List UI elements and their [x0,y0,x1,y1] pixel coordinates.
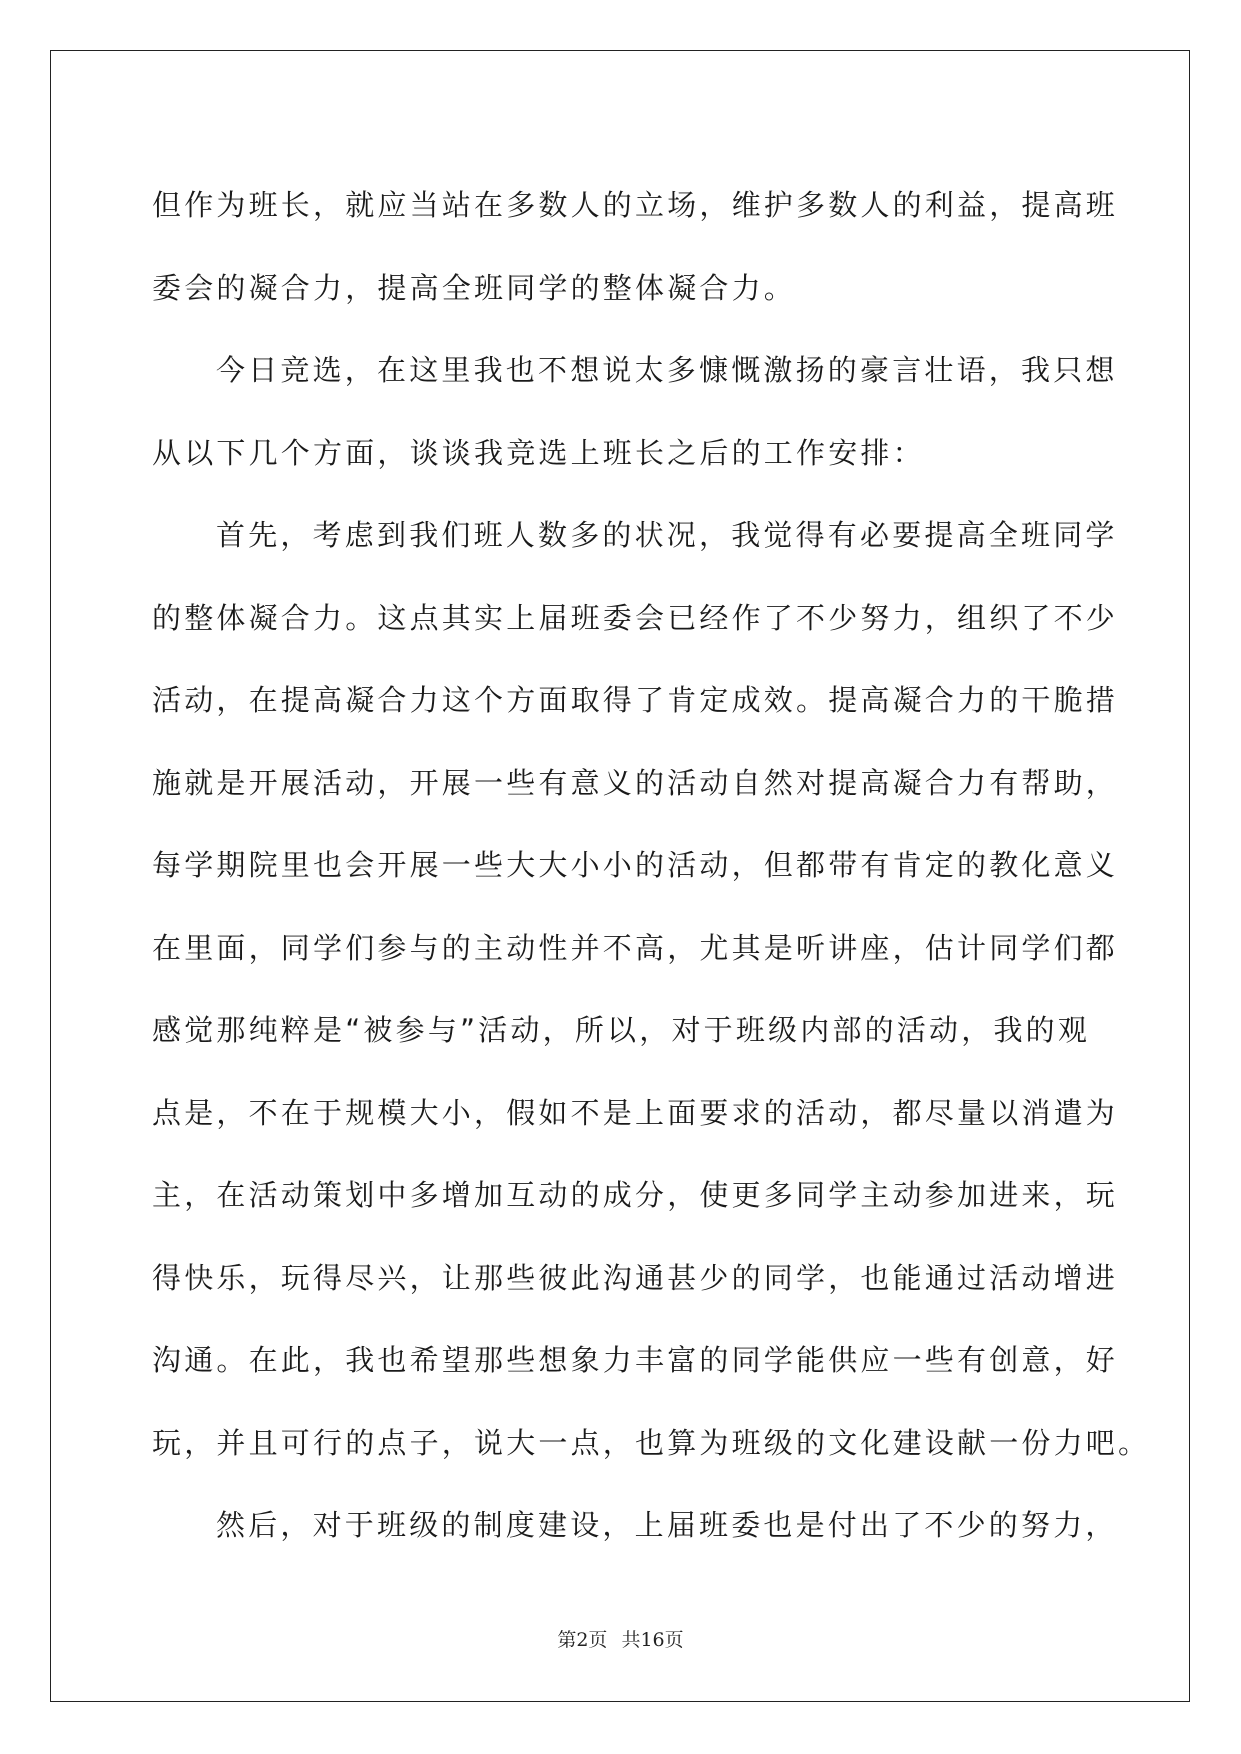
text-line-14: 得快乐，玩得尽兴，让那些彼此沟通甚少的同学，也能通过活动增进 [152,1260,1119,1295]
text-line-1: 但作为班长，就应当站在多数人的立场，维护多数人的利益，提高班 [152,188,1119,222]
text-line-2: 委会的凝合力，提高全班同学的整体凝合力。 [152,270,797,305]
page-number: 第2页 [557,1629,608,1651]
text-line-8: 施就是开展活动，开展一些有意义的活动自然对提高凝合力有帮助， [152,765,1119,800]
text-line-3: 今日竞选，在这里我也不想说太多慷慨激扬的豪言壮语，我只想 [216,353,1118,387]
page-footer [0,1625,1241,1652]
text-line-10: 在里面，同学们参与的主动性并不高，尤其是听讲座，估计同学们都 [152,930,1119,965]
text-line-7: 活动，在提高凝合力这个方面取得了肯定成效。提高凝合力的干脆措 [152,683,1119,717]
text-line-17: 然后，对于班级的制度建设，上届班委也是付出了不少的努力， [216,1508,1118,1542]
text-line-13: 主，在活动策划中多增加互动的成分，使更多同学主动参加进来，玩 [152,1178,1119,1212]
text-line-9: 每学期院里也会开展一些大大小小的活动，但都带有肯定的教化意义 [152,848,1119,882]
text-line-16: 玩，并且可行的点子，说大一点，也算为班级的文化建设献一份力吧。 [152,1425,1151,1460]
text-line-4: 从以下几个方面，谈谈我竞选上班长之后的工作安排： [152,435,925,470]
total-pages: 共16页 [621,1629,684,1651]
text-line-12: 点是，不在于规模大小，假如不是上面要求的活动，都尽量以消遣为 [152,1095,1119,1130]
text-line-15: 沟通。在此，我也希望那些想象力丰富的同学能供应一些有创意，好 [152,1343,1119,1377]
text-line-5: 首先，考虑到我们班人数多的状况，我觉得有必要提高全班同学 [216,518,1118,552]
text-line-11: 感觉那纯粹是“被参与”活动，所以，对于班级内部的活动，我的观 [152,1013,1091,1047]
text-line-6: 的整体凝合力。这点其实上届班委会已经作了不少努力，组织了不少 [152,600,1119,635]
document-body [152,164,1151,1567]
